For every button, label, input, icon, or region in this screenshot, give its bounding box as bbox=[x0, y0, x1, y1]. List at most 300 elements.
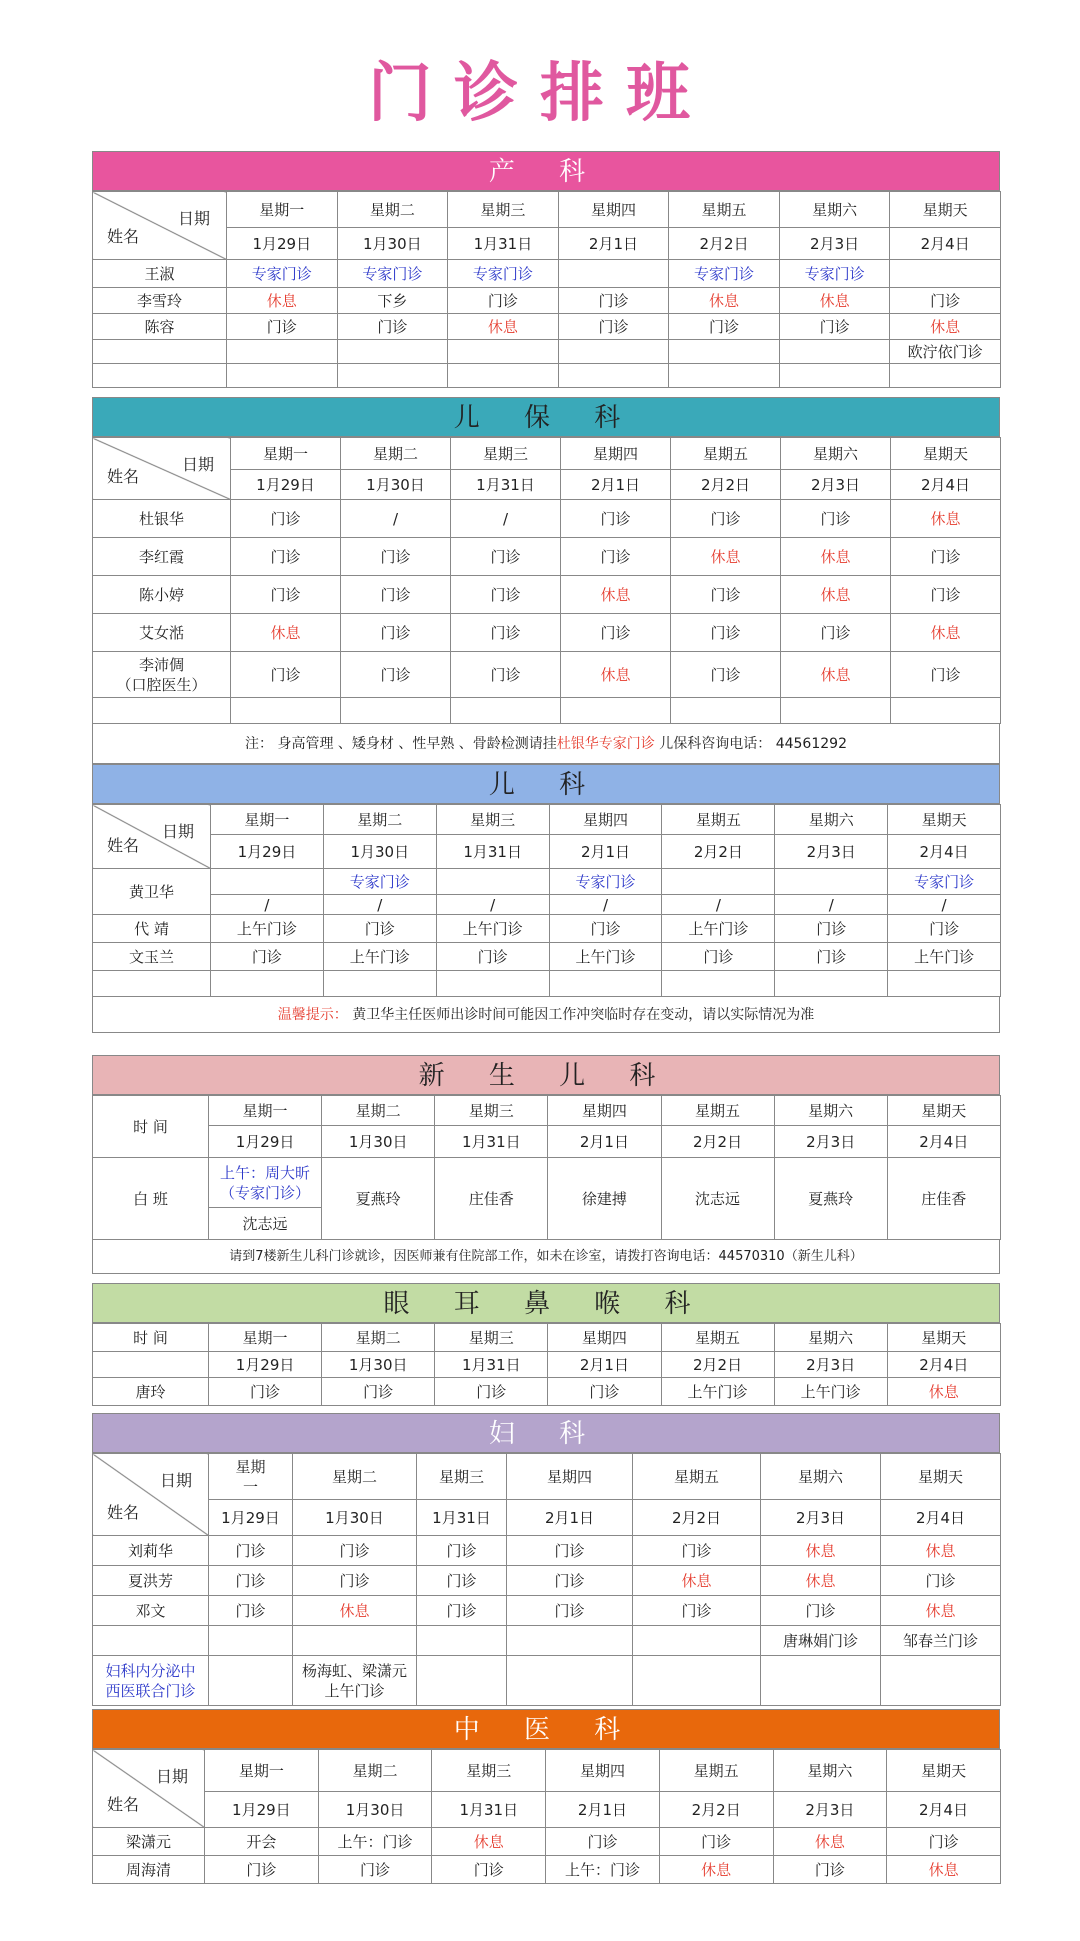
schedule-cell: 门诊 bbox=[775, 943, 888, 971]
extra-clinic: 欧泞依门诊 bbox=[890, 340, 1001, 364]
schedule-cell: 门诊 bbox=[881, 1566, 1001, 1596]
day-header: 星期三 bbox=[448, 192, 559, 228]
neonatal-table bbox=[92, 1095, 1001, 1240]
schedule-cell: 门诊 bbox=[337, 314, 448, 340]
day-header: 星期天 bbox=[887, 1324, 1000, 1352]
schedule-cell: 上午门诊 bbox=[661, 1378, 774, 1406]
date-header: 2月1日 bbox=[546, 1792, 660, 1828]
section-tcm bbox=[92, 1709, 1000, 1884]
schedule-cell: 休息 bbox=[633, 1566, 761, 1596]
schedule-cell: 专家门诊 bbox=[448, 260, 559, 288]
table-row bbox=[93, 1536, 1001, 1566]
day-header: 星期一 bbox=[231, 438, 341, 470]
date-header: 1月29日 bbox=[211, 835, 324, 869]
table-row bbox=[93, 1158, 1001, 1240]
joint-clinic-cell: 杨海虹、梁潇元 上午门诊 bbox=[293, 1656, 417, 1706]
schedule-cell: 上午：门诊 bbox=[546, 1856, 660, 1884]
schedule-cell bbox=[662, 869, 775, 895]
schedule-cell: 门诊 bbox=[558, 288, 669, 314]
schedule-cell: 门诊 bbox=[231, 576, 341, 614]
schedule-cell: 休息 bbox=[561, 576, 671, 614]
section-title-ent: 眼 耳 鼻 喉 科 bbox=[92, 1283, 1000, 1323]
extra-clinic: 唐琳娟门诊 bbox=[761, 1626, 881, 1656]
date-header: 2月4日 bbox=[891, 470, 1001, 500]
schedule-cell bbox=[436, 869, 549, 895]
table-row bbox=[93, 1856, 1001, 1884]
date-header: 2月2日 bbox=[661, 1352, 774, 1378]
date-header: 1月29日 bbox=[231, 470, 341, 500]
schedule-cell: 上午：周大昕 （专家门诊） 沈志远 bbox=[209, 1158, 322, 1240]
shift-label: 白 班 bbox=[93, 1158, 209, 1240]
day-header: 星期五 bbox=[633, 1454, 761, 1500]
gynecology-table bbox=[92, 1453, 1001, 1706]
date-header: 2月1日 bbox=[558, 228, 669, 260]
schedule-cell: 专家门诊 bbox=[779, 260, 890, 288]
table-row bbox=[93, 288, 1001, 314]
section-title-tcm: 中 医 科 bbox=[92, 1709, 1000, 1749]
schedule-cell: 门诊 bbox=[888, 915, 1001, 943]
day-header: 星期二 bbox=[341, 438, 451, 470]
table-row bbox=[93, 1378, 1001, 1406]
schedule-cell: 休息 bbox=[432, 1828, 546, 1856]
date-header: 1月30日 bbox=[322, 1352, 435, 1378]
schedule-cell: 徐建搏 bbox=[548, 1158, 661, 1240]
doctor-name: 陈容 bbox=[93, 314, 227, 340]
doctor-name: 夏洪芳 bbox=[93, 1566, 209, 1596]
day-header: 星期天 bbox=[890, 192, 1001, 228]
schedule-cell: 门诊 bbox=[662, 943, 775, 971]
schedule-cell: 休息 bbox=[779, 288, 890, 314]
date-header: 1月30日 bbox=[341, 470, 451, 500]
schedule-cell: 门诊 bbox=[561, 538, 671, 576]
schedule-cell: 门诊 bbox=[417, 1566, 507, 1596]
schedule-cell: 夏燕玲 bbox=[322, 1158, 435, 1240]
schedule-cell: 门诊 bbox=[558, 314, 669, 340]
schedule-cell: 门诊 bbox=[671, 614, 781, 652]
schedule-cell: 门诊 bbox=[451, 538, 561, 576]
schedule-cell: 门诊 bbox=[293, 1536, 417, 1566]
table-row bbox=[93, 576, 1001, 614]
section-obstetrics bbox=[92, 151, 1000, 388]
schedule-cell: 休息 bbox=[448, 314, 559, 340]
day-header: 星期四 bbox=[558, 192, 669, 228]
section-title-neonatal: 新 生 儿 科 bbox=[92, 1055, 1000, 1095]
table-row bbox=[93, 538, 1001, 576]
schedule-cell: 休息 bbox=[891, 614, 1001, 652]
pediatrics-table bbox=[92, 804, 1001, 997]
date-header: 2月2日 bbox=[633, 1500, 761, 1536]
schedule-cell: 休息 bbox=[659, 1856, 773, 1884]
schedule-cell: 门诊 bbox=[341, 652, 451, 698]
schedule-cell: 门诊 bbox=[209, 1378, 322, 1406]
doctor-name: 邓文 bbox=[93, 1596, 209, 1626]
day-header: 星期五 bbox=[671, 438, 781, 470]
schedule-cell: 专家门诊 bbox=[227, 260, 338, 288]
schedule-cell: 沈志远 bbox=[661, 1158, 774, 1240]
schedule-cell: 门诊 bbox=[659, 1828, 773, 1856]
neonatal-note: 请到7楼新生儿科门诊就诊，因医师兼有住院部工作，如未在诊室，请拨打咨询电话：44570310（新生儿科） bbox=[92, 1240, 1000, 1274]
table-row bbox=[93, 869, 1001, 895]
schedule-cell: 专家门诊 bbox=[888, 869, 1001, 895]
schedule-cell: 门诊 bbox=[341, 538, 451, 576]
day-header: 星期三 bbox=[435, 1096, 548, 1126]
schedule-cell: 门诊 bbox=[507, 1596, 633, 1626]
date-header: 2月2日 bbox=[662, 835, 775, 869]
doctor-name: 周海清 bbox=[93, 1856, 205, 1884]
schedule-cell: 门诊 bbox=[209, 1566, 293, 1596]
date-header: 2月2日 bbox=[671, 470, 781, 500]
doctor-name: 王淑 bbox=[93, 260, 227, 288]
day-header: 星期六 bbox=[779, 192, 890, 228]
date-header: 2月1日 bbox=[548, 1352, 661, 1378]
schedule-cell: 上午门诊 bbox=[662, 915, 775, 943]
schedule-cell: 休息 bbox=[881, 1596, 1001, 1626]
schedule-cell: 休息 bbox=[761, 1536, 881, 1566]
schedule-cell: 上午门诊 bbox=[436, 915, 549, 943]
date-header: 2月2日 bbox=[659, 1792, 773, 1828]
schedule-cell: 门诊 bbox=[891, 576, 1001, 614]
schedule-cell: 门诊 bbox=[633, 1536, 761, 1566]
schedule-cell: 门诊 bbox=[891, 538, 1001, 576]
doctor-name: 梁潇元 bbox=[93, 1828, 205, 1856]
schedule-cell: 专家门诊 bbox=[337, 260, 448, 288]
day-header: 星期二 bbox=[323, 805, 436, 835]
table-row bbox=[93, 314, 1001, 340]
day-header: 星期天 bbox=[887, 1096, 1000, 1126]
section-child-health bbox=[92, 397, 1000, 764]
day-header: 星期一 bbox=[209, 1324, 322, 1352]
date-header: 2月4日 bbox=[887, 1352, 1000, 1378]
table-row bbox=[93, 915, 1001, 943]
day-header: 星期四 bbox=[561, 438, 671, 470]
schedule-cell: 专家门诊 bbox=[669, 260, 780, 288]
schedule-cell: 门诊 bbox=[775, 915, 888, 943]
date-header: 1月30日 bbox=[322, 1126, 435, 1158]
date-header: 1月29日 bbox=[227, 228, 338, 260]
doctor-name: 唐玲 bbox=[93, 1378, 209, 1406]
schedule-cell: 门诊 bbox=[669, 314, 780, 340]
date-header: 2月4日 bbox=[887, 1792, 1001, 1828]
schedule-cell: / bbox=[323, 895, 436, 915]
doctor-name: 代 靖 bbox=[93, 915, 211, 943]
schedule-cell: 上午门诊 bbox=[549, 943, 662, 971]
child-health-table bbox=[92, 437, 1001, 724]
schedule-cell: 休息 bbox=[881, 1536, 1001, 1566]
date-header: 2月1日 bbox=[549, 835, 662, 869]
doctor-name: 艾女湉 bbox=[93, 614, 231, 652]
schedule-cell: 庄佳香 bbox=[887, 1158, 1000, 1240]
section-title-child-health: 儿 保 科 bbox=[92, 397, 1000, 437]
schedule-cell: 门诊 bbox=[561, 500, 671, 538]
schedule-cell: 门诊 bbox=[231, 538, 341, 576]
schedule-cell: 门诊 bbox=[890, 288, 1001, 314]
doctor-name: 黄卫华 bbox=[93, 869, 211, 915]
day-header: 星期六 bbox=[773, 1750, 887, 1792]
day-header: 星期三 bbox=[451, 438, 561, 470]
schedule-cell: 门诊 bbox=[546, 1828, 660, 1856]
schedule-cell: 门诊 bbox=[322, 1378, 435, 1406]
date-header: 1月30日 bbox=[293, 1500, 417, 1536]
table-row bbox=[93, 260, 1001, 288]
schedule-cell: 门诊 bbox=[891, 652, 1001, 698]
section-ent bbox=[92, 1283, 1000, 1406]
date-header: 2月4日 bbox=[881, 1500, 1001, 1536]
date-header: 1月31日 bbox=[417, 1500, 507, 1536]
date-header: 1月30日 bbox=[318, 1792, 432, 1828]
day-header: 星期六 bbox=[774, 1096, 887, 1126]
date-header: 1月31日 bbox=[451, 470, 561, 500]
day-header: 星期三 bbox=[417, 1454, 507, 1500]
schedule-cell: / bbox=[775, 895, 888, 915]
schedule-cell: 门诊 bbox=[561, 614, 671, 652]
day-header: 星期天 bbox=[891, 438, 1001, 470]
day-header: 星期六 bbox=[775, 805, 888, 835]
date-header: 1月31日 bbox=[436, 835, 549, 869]
date-header: 2月4日 bbox=[888, 835, 1001, 869]
day-header: 星期三 bbox=[435, 1324, 548, 1352]
doctor-name: 杜银华 bbox=[93, 500, 231, 538]
schedule-cell: 门诊 bbox=[211, 943, 324, 971]
schedule-cell: 门诊 bbox=[451, 614, 561, 652]
schedule-cell bbox=[775, 869, 888, 895]
schedule-cell: 上午门诊 bbox=[211, 915, 324, 943]
doctor-name: 文玉兰 bbox=[93, 943, 211, 971]
date-header: 2月3日 bbox=[773, 1792, 887, 1828]
day-header: 星期四 bbox=[548, 1324, 661, 1352]
schedule-cell: 夏燕玲 bbox=[774, 1158, 887, 1240]
day-header: 星期六 bbox=[774, 1324, 887, 1352]
date-header: 1月31日 bbox=[435, 1352, 548, 1378]
schedule-cell: 门诊 bbox=[436, 943, 549, 971]
schedule-cell: 休息 bbox=[890, 314, 1001, 340]
header-corner: 日期 姓名 bbox=[93, 1454, 209, 1536]
doctor-name: 陈小婷 bbox=[93, 576, 231, 614]
day-header: 星期一 bbox=[227, 192, 338, 228]
schedule-cell: / bbox=[888, 895, 1001, 915]
day-header: 星期二 bbox=[318, 1750, 432, 1792]
extra-clinic: 邹春兰门诊 bbox=[881, 1626, 1001, 1656]
date-header: 2月1日 bbox=[548, 1126, 661, 1158]
schedule-cell: 门诊 bbox=[323, 915, 436, 943]
schedule-cell: 门诊 bbox=[507, 1566, 633, 1596]
header-corner: 日期 姓名 bbox=[93, 805, 211, 869]
schedule-cell: 休息 bbox=[561, 652, 671, 698]
section-title-obstetrics: 产 科 bbox=[92, 151, 1000, 191]
day-header: 星期四 bbox=[546, 1750, 660, 1792]
section-neonatal bbox=[92, 1055, 1000, 1274]
day-header: 星期天 bbox=[887, 1750, 1001, 1792]
schedule-cell: 门诊 bbox=[773, 1856, 887, 1884]
day-header: 星期一 bbox=[209, 1096, 322, 1126]
schedule-cell: 门诊 bbox=[781, 614, 891, 652]
schedule-cell: 门诊 bbox=[209, 1536, 293, 1566]
day-header: 星期四 bbox=[549, 805, 662, 835]
date-header: 2月3日 bbox=[761, 1500, 881, 1536]
header-corner: 日期 姓名 bbox=[93, 1750, 205, 1828]
doctor-name: 李红霞 bbox=[93, 538, 231, 576]
tcm-table bbox=[92, 1749, 1001, 1884]
schedule-cell: / bbox=[549, 895, 662, 915]
table-row bbox=[93, 500, 1001, 538]
table-row bbox=[93, 1626, 1001, 1656]
day-header: 星期 一 bbox=[209, 1454, 293, 1500]
schedule-cell: 门诊 bbox=[761, 1596, 881, 1626]
schedule-cell: 上午：门诊 bbox=[318, 1828, 432, 1856]
date-header: 2月3日 bbox=[775, 835, 888, 869]
date-header: 2月3日 bbox=[774, 1126, 887, 1158]
schedule-cell: / bbox=[451, 500, 561, 538]
schedule-cell: 休息 bbox=[773, 1828, 887, 1856]
schedule-cell: 上午门诊 bbox=[323, 943, 436, 971]
schedule-cell: 开会 bbox=[205, 1828, 319, 1856]
table-row bbox=[93, 340, 1001, 364]
schedule-cell: 门诊 bbox=[231, 500, 341, 538]
schedule-cell: 门诊 bbox=[633, 1596, 761, 1626]
child-health-note: 注： 身高管理 、矮身材 、性早熟 、骨龄检测请挂杜银华专家门诊 儿保科咨询电话： 44561292 bbox=[92, 724, 1000, 764]
day-header: 星期二 bbox=[293, 1454, 417, 1500]
header-corner: 日期 姓名 bbox=[93, 192, 227, 260]
date-header: 1月31日 bbox=[435, 1126, 548, 1158]
schedule-cell: 门诊 bbox=[318, 1856, 432, 1884]
section-gynecology bbox=[92, 1413, 1000, 1706]
schedule-cell: 门诊 bbox=[341, 614, 451, 652]
table-row bbox=[93, 1596, 1001, 1626]
schedule-cell: 门诊 bbox=[432, 1856, 546, 1884]
schedule-cell: 门诊 bbox=[549, 915, 662, 943]
day-header: 星期四 bbox=[548, 1096, 661, 1126]
schedule-cell: 门诊 bbox=[671, 576, 781, 614]
schedule-cell: 门诊 bbox=[887, 1828, 1001, 1856]
schedule-cell bbox=[211, 869, 324, 895]
table-row bbox=[93, 943, 1001, 971]
schedule-cell: 休息 bbox=[671, 538, 781, 576]
schedule-cell: 休息 bbox=[669, 288, 780, 314]
day-header: 星期六 bbox=[761, 1454, 881, 1500]
schedule-cell: 门诊 bbox=[435, 1378, 548, 1406]
day-header: 星期二 bbox=[337, 192, 448, 228]
day-header: 星期三 bbox=[432, 1750, 546, 1792]
doctor-name: 李沛倜 （口腔医生） bbox=[93, 652, 231, 698]
schedule-cell: 门诊 bbox=[451, 652, 561, 698]
schedule-cell: 门诊 bbox=[779, 314, 890, 340]
table-row bbox=[93, 614, 1001, 652]
header-corner: 日期 姓名 bbox=[93, 438, 231, 500]
day-header: 星期一 bbox=[211, 805, 324, 835]
doctor-name: 李雪玲 bbox=[93, 288, 227, 314]
schedule-cell: 门诊 bbox=[209, 1596, 293, 1626]
date-header: 1月29日 bbox=[205, 1792, 319, 1828]
time-label: 时 间 bbox=[93, 1324, 209, 1352]
schedule-cell: / bbox=[211, 895, 324, 915]
date-header: 2月3日 bbox=[781, 470, 891, 500]
date-header: 2月2日 bbox=[669, 228, 780, 260]
schedule-cell: 门诊 bbox=[507, 1536, 633, 1566]
day-header: 星期五 bbox=[661, 1096, 774, 1126]
date-header: 2月1日 bbox=[561, 470, 671, 500]
schedule-cell: 上午门诊 bbox=[774, 1378, 887, 1406]
date-header: 2月3日 bbox=[779, 228, 890, 260]
schedule-cell: 门诊 bbox=[451, 576, 561, 614]
day-header: 星期五 bbox=[659, 1750, 773, 1792]
joint-clinic-name: 妇科内分泌中 西医联合门诊 bbox=[93, 1656, 209, 1706]
date-header: 2月4日 bbox=[887, 1126, 1000, 1158]
schedule-cell: 门诊 bbox=[548, 1378, 661, 1406]
date-header: 2月4日 bbox=[890, 228, 1001, 260]
schedule-cell: 门诊 bbox=[205, 1856, 319, 1884]
date-header: 1月31日 bbox=[448, 228, 559, 260]
schedule-cell: 门诊 bbox=[231, 652, 341, 698]
day-header: 星期六 bbox=[781, 438, 891, 470]
schedule-cell: 休息 bbox=[781, 538, 891, 576]
schedule-cell: 休息 bbox=[231, 614, 341, 652]
table-row bbox=[93, 652, 1001, 698]
table-row bbox=[93, 895, 1001, 915]
doctor-name: 刘莉华 bbox=[93, 1536, 209, 1566]
schedule-cell: 门诊 bbox=[417, 1536, 507, 1566]
page-title: 门诊排班 bbox=[368, 57, 712, 131]
section-title-pediatrics: 儿 科 bbox=[92, 764, 1000, 804]
schedule-cell: 休息 bbox=[227, 288, 338, 314]
date-header: 1月29日 bbox=[209, 1126, 322, 1158]
schedule-cell: 休息 bbox=[891, 500, 1001, 538]
schedule-cell: 门诊 bbox=[227, 314, 338, 340]
schedule-cell: / bbox=[436, 895, 549, 915]
time-label: 时 间 bbox=[93, 1096, 209, 1158]
day-header: 星期天 bbox=[881, 1454, 1001, 1500]
day-header: 星期天 bbox=[888, 805, 1001, 835]
schedule-cell: 休息 bbox=[887, 1378, 1000, 1406]
schedule-cell: 门诊 bbox=[671, 500, 781, 538]
schedule-cell bbox=[890, 260, 1001, 288]
schedule-cell: 门诊 bbox=[293, 1566, 417, 1596]
schedule-cell: 专家门诊 bbox=[323, 869, 436, 895]
obstetrics-table bbox=[92, 191, 1001, 388]
schedule-cell: 专家门诊 bbox=[549, 869, 662, 895]
schedule-cell: 下乡 bbox=[337, 288, 448, 314]
schedule-cell: 门诊 bbox=[341, 576, 451, 614]
date-header: 1月30日 bbox=[337, 228, 448, 260]
schedule-cell: 上午门诊 bbox=[888, 943, 1001, 971]
day-header: 星期五 bbox=[669, 192, 780, 228]
schedule-cell: 门诊 bbox=[448, 288, 559, 314]
schedule-cell bbox=[558, 260, 669, 288]
schedule-cell: 休息 bbox=[761, 1566, 881, 1596]
day-header: 星期二 bbox=[322, 1324, 435, 1352]
table-row bbox=[93, 1828, 1001, 1856]
date-header: 1月29日 bbox=[209, 1352, 322, 1378]
section-title-gynecology: 妇 科 bbox=[92, 1413, 1000, 1453]
day-header: 星期五 bbox=[661, 1324, 774, 1352]
schedule-cell: 庄佳香 bbox=[435, 1158, 548, 1240]
section-pediatrics bbox=[92, 764, 1000, 1033]
date-header: 1月31日 bbox=[432, 1792, 546, 1828]
schedule-cell: / bbox=[341, 500, 451, 538]
schedule-cell: 门诊 bbox=[671, 652, 781, 698]
date-header: 2月3日 bbox=[774, 1352, 887, 1378]
day-header: 星期三 bbox=[436, 805, 549, 835]
day-header: 星期四 bbox=[507, 1454, 633, 1500]
schedule-cell: 休息 bbox=[887, 1856, 1001, 1884]
pediatrics-note: 温馨提示： 黄卫华主任医师出诊时间可能因工作冲突临时存在变动，请以实际情况为准 bbox=[92, 997, 1000, 1033]
date-header: 1月29日 bbox=[209, 1500, 293, 1536]
day-header: 星期五 bbox=[662, 805, 775, 835]
table-row bbox=[93, 1656, 1001, 1706]
date-header: 1月30日 bbox=[323, 835, 436, 869]
schedule-cell: / bbox=[662, 895, 775, 915]
day-header: 星期二 bbox=[322, 1096, 435, 1126]
schedule-cell: 门诊 bbox=[781, 500, 891, 538]
schedule-cell: 休息 bbox=[781, 576, 891, 614]
